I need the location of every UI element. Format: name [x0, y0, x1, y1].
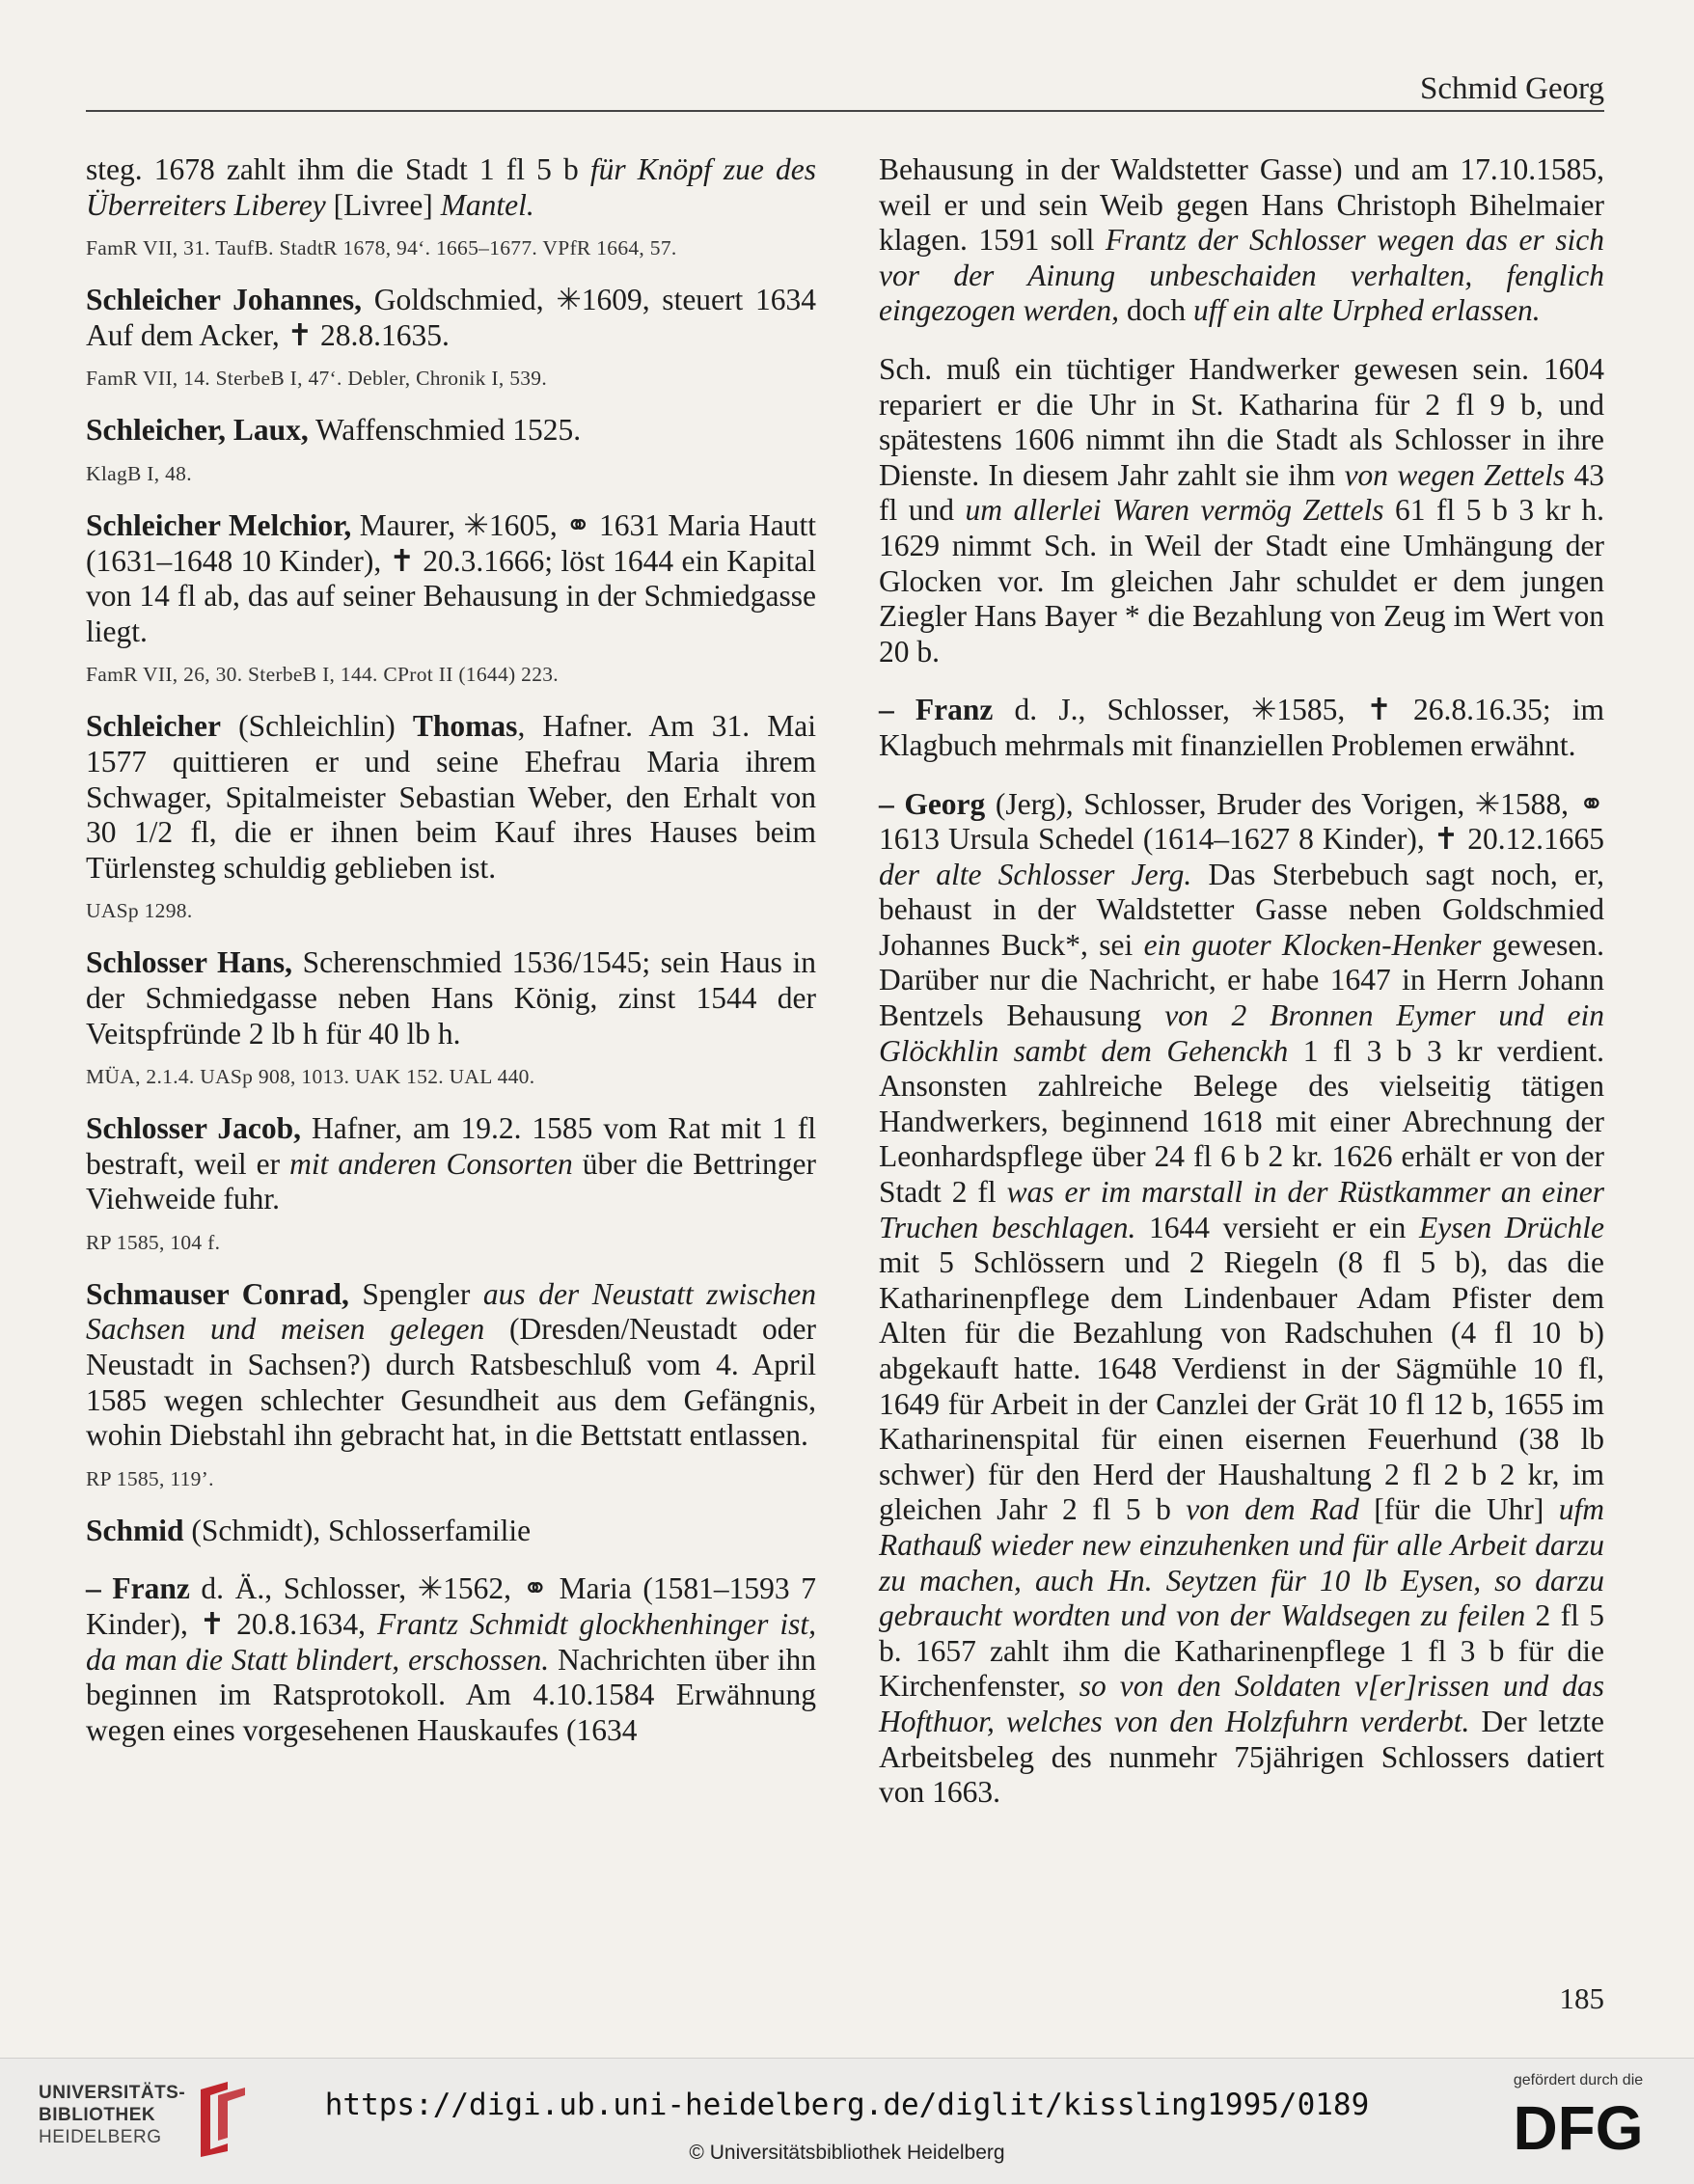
entry-text-segment: (Jerg), Schlosser, Bruder des Vorigen, ✳1588, ⚭ 1613 Ursula Schedel (1614–1627 8 Kinder), ✝ 20.12.1665 — [879, 786, 1604, 857]
entry-headword: Schleicher Melchior, — [86, 507, 352, 542]
quoted-source-text: Eysen Drüchle — [1418, 1210, 1604, 1244]
entry-text — [879, 787, 1604, 1811]
quoted-source-text: von dem Rad — [1186, 1492, 1359, 1527]
entry-text-segment: [für die Uhr] — [1358, 1492, 1559, 1527]
copyright-notice: © Universitätsbibliothek Heidelberg — [689, 2142, 1005, 2164]
dfg-logo-text: DFG — [1513, 2095, 1644, 2155]
entry-text-segment: über die Bettringer Viehweide fuhr. — [86, 1146, 816, 1216]
entry-text — [86, 1514, 816, 1549]
entry-text-segment: Sch. muß ein tüchtiger Handwerker gewesen sein. 1604 repariert er die Uhr in St. Katharina für 2 fl 9 b, und spätestens 1606 nimmt ihn die Stadt als Schlosser in ihre Dienste. In diesem Jahr zahlt sie ihm — [879, 351, 1604, 492]
entry-text — [86, 152, 816, 223]
footer-bar — [0, 2058, 1694, 2184]
entry-text — [86, 1111, 816, 1217]
entry-text-segment: mit 5 Schlössern und 2 Riegeln (8 fl 5 b), das die Katharinenpflege dem Lindenbauer Adam Pfister dem Alten für die Bezahlung von Radschuhen (4 fl 10 b) abgekauft hatte. 1648 Verdienst in der Sägmühle 10 fl, 1649 für Arbeit in der Canzlei der Grät 10 fl 12 b, 1655 im Katharinenspital für einen eisernen Feuerhund (38 lb schwer) für den Herd der Haushaltung 2 fl 2 b 2 kr, im gleichen Jahr 2 fl 5 b — [879, 1245, 1604, 1527]
funding-notice — [1501, 2072, 1655, 2160]
quoted-source-text: ein guoter Klocken-Henker — [1143, 927, 1482, 962]
entry-text-segment: Hafner, am 19.2. 1585 vom Rat mit 1 fl bestraft, weil er — [86, 1111, 817, 1181]
entry-text — [86, 508, 816, 649]
entry — [86, 1111, 816, 1256]
entry — [86, 283, 816, 392]
entry-text-segment: doch — [1119, 293, 1194, 328]
quoted-source-text: uff ein alte Urphed erlassen. — [1193, 293, 1541, 328]
entry-text-segment: 2 fl 5 b. 1657 zahlt ihm die Katharinenpflege 1 fl 3 b für die Kirchenfenster, — [879, 1598, 1604, 1704]
quoted-source-text: von wegen Zettels — [1344, 457, 1566, 492]
entry-text-segment: Das Sterbebuch sagt noch, er, behaust in der Waldstetter Gasse neben Goldschmied Johannes Buck*, sei — [879, 857, 1604, 962]
entry-text-segment: (Schmidt), Schlosserfamilie — [183, 1513, 532, 1547]
entry — [86, 945, 816, 1090]
entry-text-segment: Der letzte Arbeitsbeleg des nunmehr 75jährigen Schlossers datiert von 1663. — [879, 1704, 1604, 1810]
entry — [879, 693, 1604, 763]
entry-source-reference: MÜA, 2.1.4. UASp 908, 1013. UAK 152. UAL 440. — [86, 1065, 535, 1089]
entry-source-reference: FamR VII, 14. SterbeB I, 47‘. Debler, Chronik I, 539. — [86, 367, 548, 391]
entry-text-segment: Scherenschmied 1536/1545; sein Haus in der Schmiedgasse neben Hans König, zinst 1544 der Veitspfründe 2 lb h für 40 lb h. — [86, 945, 816, 1051]
right-column — [879, 152, 1604, 1834]
logo-line-2: BIBLIOTHEK — [39, 2105, 156, 2125]
entry-text — [86, 283, 816, 353]
entry-text-segment: d. Ä., Schlosser, ✳1562, ⚭ Maria (1581–1593 7 Kinder), ✝ 20.8.1634, — [86, 1571, 816, 1642]
entry-text-segment: Behausung in der Waldstetter Gasse) und am 17.10.1585, weil er und sein Weib gegen Hans Christoph Bihelmaier klagen. 1591 soll — [879, 152, 1604, 258]
logo-line-3: HEIDELBERG — [39, 2127, 162, 2147]
entry-source-reference: UASp 1298. — [86, 899, 193, 923]
entry-text — [86, 709, 816, 886]
entry — [86, 1277, 816, 1492]
entry — [879, 352, 1604, 669]
entry-headword: Schleicher — [86, 709, 221, 744]
entry — [86, 1514, 816, 1549]
entry-source-reference: FamR VII, 26, 30. SterbeB I, 144. CProt II (1644) 223. — [86, 663, 559, 687]
permalink-url[interactable]: https://digi.ub.uni-heidelberg.de/diglit/kissling1995/0189 — [324, 2088, 1370, 2122]
entry — [86, 508, 816, 688]
entry-source-reference: RP 1585, 119’. — [86, 1466, 214, 1490]
quoted-source-text: für Knöpf zue des Überreiters Liberey — [86, 152, 816, 222]
entry-text-segment: Maurer, ✳1605, ⚭ 1631 Maria Hautt (1631–1648 10 Kinder), ✝ 20.3.1666; löst 1644 ein Kapital von 14 fl ab, das auf seiner Behausung in der Schmiedgasse liegt. — [86, 507, 817, 648]
quoted-source-text: um allerlei Waren vermög Zettels — [965, 493, 1384, 528]
entry-headword: Schleicher Johannes, — [86, 283, 363, 317]
entry-source-reference: KlagB I, 48. — [86, 461, 192, 485]
header-rule — [86, 110, 1604, 112]
quoted-source-text: Frantz Schmidt glockhenhinger ist, da man die Statt blindert, erschossen. — [86, 1607, 816, 1677]
entry-text — [86, 945, 816, 1051]
entry-headword: Thomas — [412, 709, 518, 744]
entry — [86, 1571, 816, 1748]
entry-source-reference: FamR VII, 31. TaufB. StadtR 1678, 94‘. 1665–1677. VPfR 1664, 57. — [86, 236, 677, 260]
entry-text — [86, 413, 816, 449]
entry-text-segment: gewesen. Darüber nur die Nachricht, er habe 1647 in Herrn Johann Bentzels Behausung — [879, 927, 1605, 1033]
entry-headword: Schlosser Hans, — [86, 945, 292, 980]
entry-text-segment: [Livree] — [325, 187, 441, 222]
entry-text-segment: 43 fl und — [879, 457, 1604, 528]
entry-headword: Schlosser Jacob, — [86, 1111, 302, 1146]
entry-headword: Schleicher, Laux, — [86, 413, 309, 448]
quoted-source-text: ufm Rathauß wieder new einzuhenken und für alle Arbeit darzu zu machen, auch Hn. Seytzen für 10 lb Eysen, so darzu gebraucht wordten und von der Waldsegen zu feilen — [879, 1492, 1605, 1633]
entry-text-segment: d. J., Schlosser, ✳1585, ✝ 26.8.16.35; im Klagbuch mehrmals mit finanziellen Problemen erwähnt. — [879, 693, 1604, 762]
entry-text-segment: steg. 1678 zahlt ihm die Stadt 1 fl 5 b — [86, 152, 590, 186]
entry-headword: – Franz — [879, 693, 994, 727]
entry-text-segment: Goldschmied, ✳1609, steuert 1634 Auf dem Acker, ✝ 28.8.1635. — [86, 283, 816, 352]
dfg-logo[interactable] — [1501, 2095, 1655, 2155]
entry-text-segment: Nachrichten über ihn beginnen im Ratsprotokoll. Am 4.10.1584 Erwähnung wegen eines vorgesehenen Hauskaufes (1634 — [86, 1642, 816, 1747]
entry-text — [879, 352, 1604, 669]
quoted-source-text: der alte Schlosser Jerg. — [879, 857, 1192, 891]
left-column — [86, 152, 816, 1771]
entry-text-segment: (Schleichlin) — [220, 709, 413, 744]
entry-text-segment: (Dresden/Neustadt oder Neustadt in Sachsen?) durch Ratsbeschluß vom 4. April 1585 wegen schlechter Gesundheit aus dem Gefängnis, wohin Diebstahl ihn gebracht hat, in die Bettstatt entlassen. — [86, 1312, 816, 1453]
funded-by-label: gefördert durch die — [1513, 2072, 1644, 2088]
quoted-source-text: so von den Soldaten v[er]rissen und das Hofthuor, welches von den Holzfuhrn verderbt. — [879, 1669, 1604, 1738]
quoted-source-text: Frantz der Schlosser wegen das er sich vor der Ainung unbeschaiden verhalten, fenglich eingezogen werden, — [879, 223, 1604, 328]
quoted-source-text: Mantel. — [440, 187, 534, 222]
quoted-source-text: mit anderen Consorten — [289, 1146, 573, 1181]
entry — [879, 787, 1604, 1811]
logo-line-1: UNIVERSITÄTS- — [39, 2083, 186, 2103]
entry-text-segment: , Hafner. Am 31. Mai 1577 quittieren er und seine Ehefrau Maria ihrem Schwager, Spitalmeister Sebastian Weber, den Erhalt von 30 1/2 fl, die er ihnen beim Kauf ihres Hauses beim Türlensteg schuldig geblieben ist. — [86, 709, 816, 885]
running-head: Schmid Georg — [1420, 71, 1604, 106]
entry — [86, 709, 816, 924]
entry-source-reference: RP 1585, 104 f. — [86, 1230, 221, 1254]
entry-headword: – Georg — [879, 786, 986, 821]
entry — [879, 152, 1604, 329]
entry-text-segment: Waffenschmied 1525. — [308, 413, 582, 448]
entry-headword: Schmid — [86, 1513, 184, 1547]
entry-text-segment: 1644 versieht er ein — [1135, 1210, 1419, 1244]
entry-headword: Schmauser Conrad, — [86, 1276, 349, 1311]
entry — [86, 152, 816, 261]
entry-text — [879, 693, 1604, 763]
entry-headword: – Franz — [86, 1571, 190, 1606]
entry-text-segment: 61 fl 5 b 3 kr h. 1629 nimmt Sch. in Weil der Stadt eine Umhängung der Glocken vor. Im gleichen Jahr schuldet er dem jungen Ziegler Hans Bayer * die Bezahlung von Zeug im Wert von 20 b. — [879, 493, 1605, 669]
quoted-source-text: was er im marstall in der Rüstkammer an einer Truchen beschlagen. — [879, 1175, 1605, 1244]
entry-text-segment: 1 fl 3 b 3 kr verdient. Ansonsten zahlreiche Belege des vielseitig tätigen Handwerkers, beginnend 1618 mit einer Abrechnung der Leonhardspflege über 24 fl 6 b 2 kr. 1626 erhält er von der Stadt 2 fl — [879, 1033, 1604, 1210]
entry-text — [879, 152, 1604, 329]
quoted-source-text: aus der Neustatt zwischen Sachsen und meisen gelegen — [86, 1276, 816, 1347]
page-number: 185 — [1559, 1981, 1604, 2015]
quoted-source-text: von 2 Bronnen Eymer und ein Glöckhlin sambt dem Gehenckh — [879, 998, 1604, 1068]
entry-text — [86, 1571, 816, 1748]
entry-text — [86, 1277, 816, 1454]
entry — [86, 413, 816, 487]
entry-text-segment: Spengler — [348, 1276, 483, 1311]
